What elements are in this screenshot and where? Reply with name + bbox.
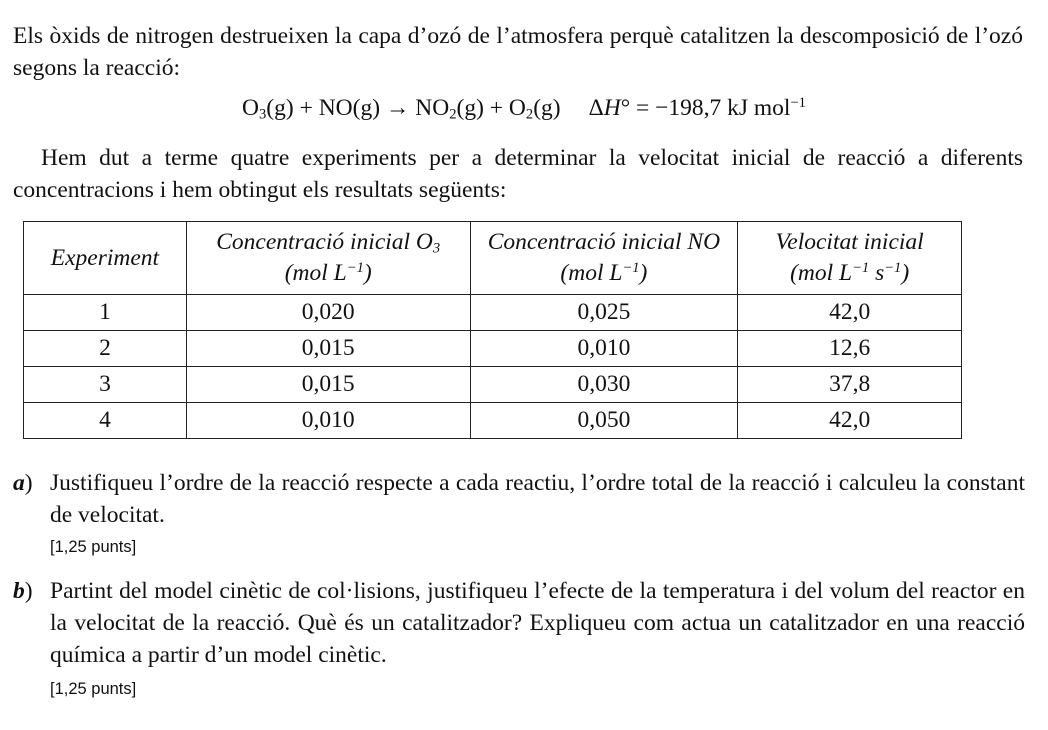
eq-o3-subscript: 3	[259, 106, 267, 123]
question-b-points: [1,25 punts]	[50, 680, 137, 698]
header-no-concentration: Concentració inicial NO (mol $L^{-1}$)	[470, 222, 738, 295]
table-row	[24, 295, 962, 331]
header-o3-concentration: Concentració inicial $O_3$ (mol $L^{-1}$)	[186, 222, 470, 295]
cell-o3: 0,020	[186, 295, 470, 331]
eq-o3: O	[242, 95, 260, 121]
question-a-text: Justifiqueu l’ordre de la reacció respecte a cada reactiu, l’ordre total de la reacció i calculeu la constant de velocitat.	[50, 470, 1025, 528]
cell-rate: 42,0	[738, 403, 962, 439]
cell-rate: 42,0	[738, 295, 962, 331]
cell-o3: 0,010	[186, 403, 470, 439]
table-row	[24, 331, 962, 367]
cell-experiment: 1	[24, 295, 187, 331]
experiments-paragraph: Hem dut a terme quatre experiments per a determinar la velocitat inicial de reacció a diferents concentracions i hem obtingut els resultats següents:	[13, 145, 1023, 203]
cell-no: 0,030	[470, 367, 738, 403]
cell-o3: 0,015	[186, 367, 470, 403]
eq-delta: Δ	[588, 95, 604, 121]
results-table	[23, 221, 962, 439]
table-header-row	[24, 222, 962, 295]
cell-o3: 0,015	[186, 331, 470, 367]
cell-rate: 12,6	[738, 331, 962, 367]
header-initial-rate: Velocitat inicial (mol $L^{-1}$ $s^{-1}$)	[738, 222, 962, 295]
cell-experiment: 3	[24, 367, 187, 403]
question-b-label: b)	[13, 578, 33, 604]
reaction-equation	[0, 92, 1048, 124]
eq-no2-subscript: 2	[449, 106, 457, 123]
question-b	[13, 575, 1025, 671]
cell-experiment: 4	[24, 403, 187, 439]
question-a-points: [1,25 punts]	[50, 538, 137, 556]
eq-part1: (g) + NO(g) → NO	[266, 95, 450, 121]
eq-degree: °	[620, 95, 631, 121]
cell-no: 0,010	[470, 331, 738, 367]
eq-enthalpy-symbol: H	[603, 95, 621, 121]
header-experiment: Experiment	[24, 222, 187, 295]
cell-rate: 37,8	[738, 367, 962, 403]
eq-o2-subscript: 2	[525, 106, 534, 123]
eq-enthalpy-value: = −198,7 kJ mol	[630, 95, 791, 121]
cell-no: 0,050	[470, 403, 738, 439]
intro-paragraph: Els òxids de nitrogen destrueixen la capa d’ozó de l’atmosfera perquè catalitzen la descomposició de l’ozó segons la reacció:	[13, 23, 1023, 81]
table-row	[24, 403, 962, 439]
cell-experiment: 2	[24, 331, 187, 367]
eq-part2: (g) + O	[456, 95, 526, 121]
table-row	[24, 367, 962, 403]
question-a	[13, 467, 1025, 531]
cell-no: 0,025	[470, 295, 738, 331]
question-b-text: Partint del model cinètic de col·lisions, justifiqueu l’efecte de la temperatura i del volum del reactor en la velocitat de la reacció. Què és un catalitzador? Expliqueu com actua un catalitzador en una reacció química a partir d’un model cinètic.	[50, 578, 1025, 668]
eq-enthalpy-exponent: −1	[790, 95, 806, 111]
question-a-label: a)	[13, 470, 33, 496]
eq-part3: (g)	[533, 95, 561, 121]
